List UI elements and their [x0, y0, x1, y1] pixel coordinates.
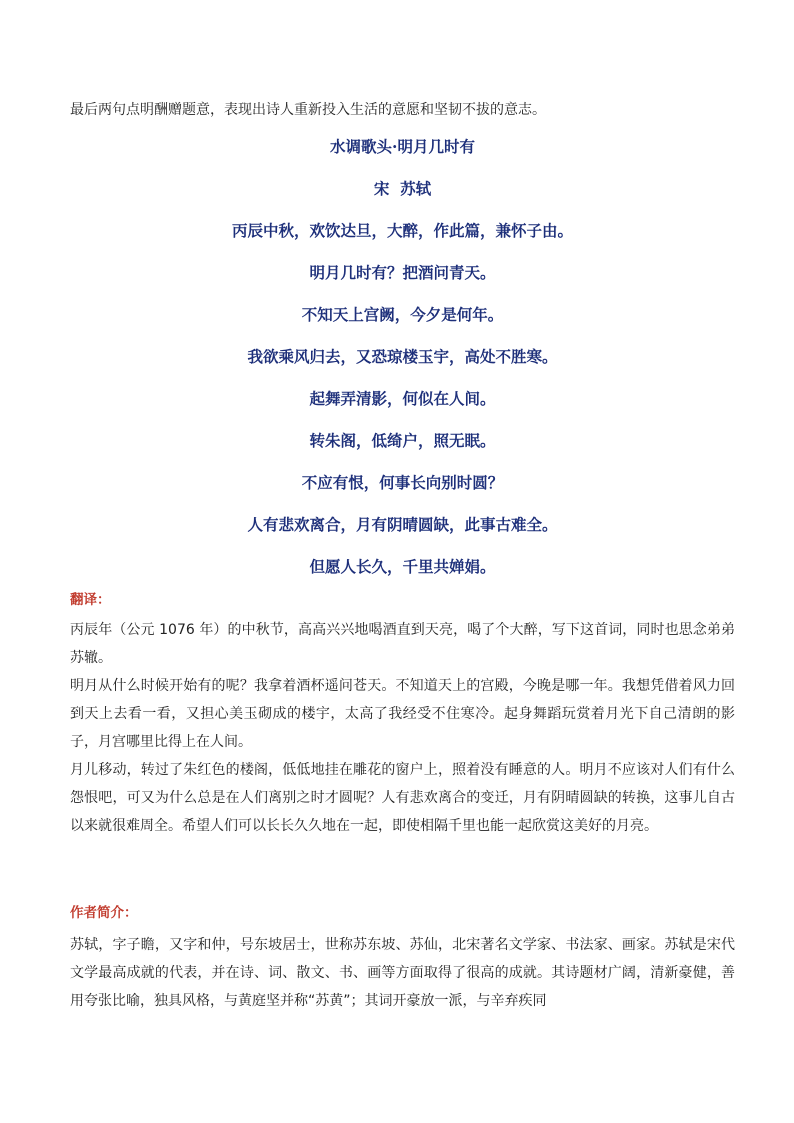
translation-paragraph: 月儿移动，转过了朱红色的楼阁，低低地挂在雕花的窗户上，照着没有睡意的人。明月不应该对人们有什么怨恨吧，可又为什么总是在人们离别之时才圆呢？人有悲欢离合的变迁，月有阴晴圆缺的转换，这事儿自古以来就很难周全。希望人们可以长长久久地在一起，即使相隔千里也能一起欣赏这美好的月亮。	[70, 762, 735, 834]
translation-paragraph: 丙辰年（公元 1076 年）的中秋节，高高兴兴地喝酒直到天亮，喝了个大醉，写下这首词，同时也思念弟弟苏辙。	[70, 622, 735, 666]
poem-line: 我欲乘风归去，又恐琼楼玉宇，高处不胜寒。	[247, 347, 558, 366]
poem-author: 宋 苏轼	[373, 179, 432, 198]
author-paragraph: 苏轼，字子瞻，又字和仲，号东坡居士，世称苏东坡、苏仙，北宋著名文学家、书法家、画家。苏轼是宋代文学最高成就的代表，并在诗、词、散文、书、画等方面取得了很高的成就。其诗题材广阔，清新豪健，善用夸张比喻，独具风格，与黄庭坚并称“苏黄”；其词开豪放一派，与辛弃疾同	[70, 937, 735, 1009]
poem-line: 丙辰中秋，欢饮达旦，大醉，作此篇，兼怀子由。	[231, 221, 573, 240]
poem-line: 人有悲欢离合，月有阴晴圆缺，此事古难全。	[247, 515, 558, 534]
translation-paragraph: 明月从什么时候开始有的呢？我拿着酒杯遥问苍天。不知道天上的宫殿，今晚是哪一年。我想凭借着风力回到天上去看一看，又担心美玉砌成的楼宇，太高了我经受不住寒冷。起身舞蹈玩赏着月光下自己清朗的影子，月宫哪里比得上在人间。	[70, 678, 735, 750]
translation-heading: 翻译：	[70, 592, 111, 608]
intro-paragraph: 最后两句点明酬赠题意，表现出诗人重新投入生活的意愿和坚韧不拔的意志。	[70, 102, 546, 118]
poem-line: 明月几时有？把酒问青天。	[309, 263, 496, 282]
poem-line: 起舞弄清影，何似在人间。	[309, 389, 496, 408]
poem-block	[70, 134, 735, 596]
author-section	[70, 903, 735, 1015]
poem-line: 但愿人长久，千里共婵娟。	[309, 557, 496, 576]
author-heading: 作者简介：	[70, 905, 138, 921]
poem-line: 不知天上宫阙，今夕是何年。	[301, 305, 504, 324]
poem-line: 转朱阁，低绮户，照无眠。	[309, 431, 496, 450]
poem-line: 不应有恨，何事长向别时圆？	[301, 473, 504, 492]
translation-section	[70, 590, 735, 840]
poem-title: 水调歌头·明月几时有	[330, 137, 475, 156]
